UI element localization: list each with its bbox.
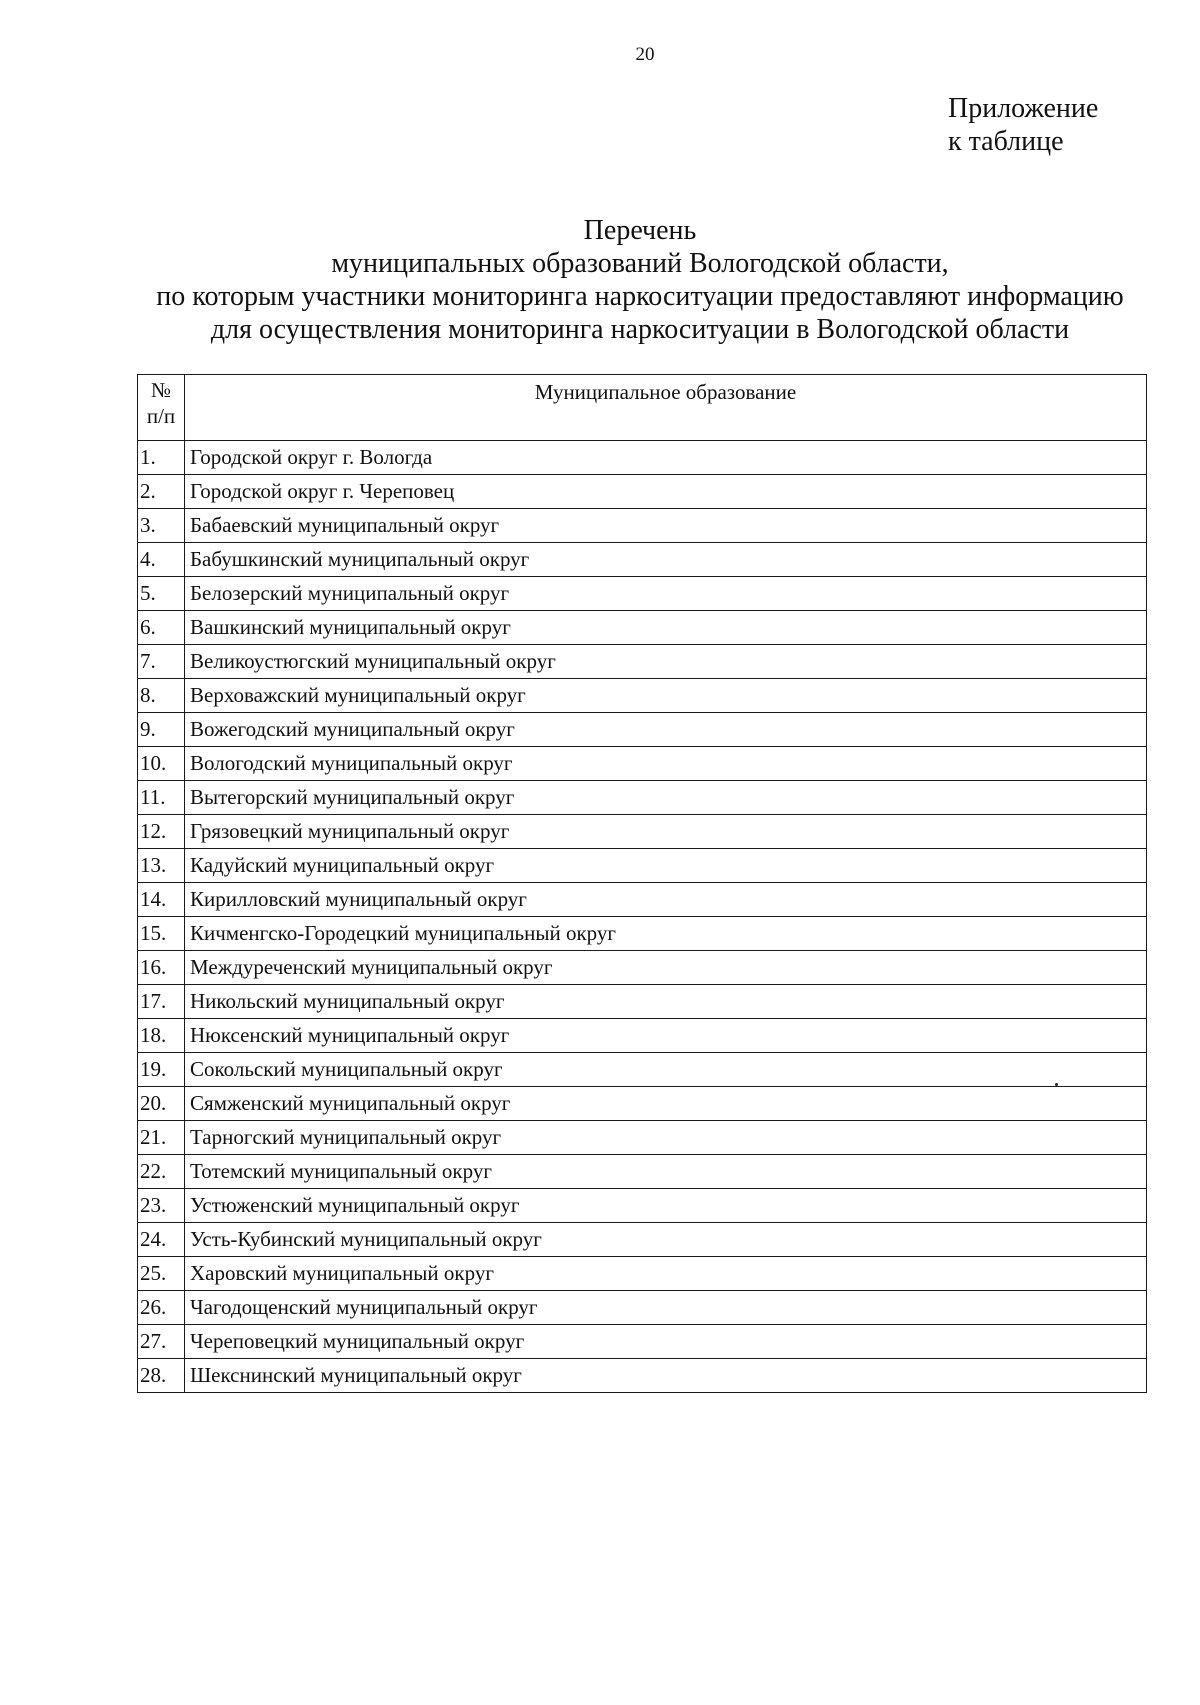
row-number: 26. [138, 1291, 185, 1325]
title-line-4: для осуществления мониторинга наркоситуации в Вологодской области [210, 314, 1070, 345]
appendix-label [948, 92, 1098, 158]
header-number [138, 375, 185, 441]
municipality-name: Грязовецкий муниципальный округ [185, 815, 1147, 849]
table-row [138, 543, 1147, 577]
row-number: 19. [138, 1053, 185, 1087]
header-number-symbol: № [150, 378, 172, 402]
municipality-name: Вожегодский муниципальный округ [185, 713, 1147, 747]
page-number: 20 [635, 44, 655, 65]
row-number: 5. [138, 577, 185, 611]
table-row [138, 1155, 1147, 1189]
table-row [138, 1291, 1147, 1325]
table-row [138, 849, 1147, 883]
row-number: 21. [138, 1121, 185, 1155]
row-number: 22. [138, 1155, 185, 1189]
row-number: 8. [138, 679, 185, 713]
table-row [138, 1019, 1147, 1053]
table-row [138, 679, 1147, 713]
row-number: 25. [138, 1257, 185, 1291]
table-row [138, 747, 1147, 781]
row-number: 3. [138, 509, 185, 543]
municipality-name: Междуреченский муниципальный округ [185, 951, 1147, 985]
row-number: 16. [138, 951, 185, 985]
table-row [138, 883, 1147, 917]
municipality-name: Усть-Кубинский муниципальный округ [185, 1223, 1147, 1257]
municipality-name: Вашкинский муниципальный округ [185, 611, 1147, 645]
table-row [138, 985, 1147, 1019]
title-line-1: Перечень [583, 215, 697, 246]
municipality-name: Кичменгско-Городецкий муниципальный округ [185, 917, 1147, 951]
row-number: 24. [138, 1223, 185, 1257]
row-number: 2. [138, 475, 185, 509]
municipality-name: Городской округ г. Вологда [185, 441, 1147, 475]
table-row [138, 1223, 1147, 1257]
table-row [138, 917, 1147, 951]
municipality-name: Великоустюгский муниципальный округ [185, 645, 1147, 679]
table-body [138, 441, 1147, 1393]
row-number: 6. [138, 611, 185, 645]
municipality-name: Тотемский муниципальный округ [185, 1155, 1147, 1189]
table-row [138, 951, 1147, 985]
municipality-name: Харовский муниципальный округ [185, 1257, 1147, 1291]
municipality-name: Череповецкий муниципальный округ [185, 1325, 1147, 1359]
row-number: 10. [138, 747, 185, 781]
row-number: 23. [138, 1189, 185, 1223]
table-row [138, 1359, 1147, 1393]
table-row [138, 1325, 1147, 1359]
row-number: 14. [138, 883, 185, 917]
municipalities-table [137, 374, 1147, 1393]
table-row [138, 1053, 1147, 1087]
appendix-line-1: Приложение [948, 93, 1099, 124]
row-number: 12. [138, 815, 185, 849]
row-number: 4. [138, 543, 185, 577]
table-row [138, 781, 1147, 815]
row-number: 9. [138, 713, 185, 747]
municipality-name: Сокольский муниципальный округ [185, 1053, 1147, 1087]
table-row [138, 577, 1147, 611]
table-row [138, 611, 1147, 645]
table-row [138, 1121, 1147, 1155]
row-number: 28. [138, 1359, 185, 1393]
table-row [138, 1087, 1147, 1121]
row-number: 1. [138, 441, 185, 475]
municipality-name: Вытегорский муниципальный округ [185, 781, 1147, 815]
municipality-name: Бабушкинский муниципальный округ [185, 543, 1147, 577]
table-row [138, 713, 1147, 747]
municipality-name: Тарногский муниципальный округ [185, 1121, 1147, 1155]
header-municipality: Муниципальное образование [185, 375, 1147, 441]
title-line-2: муниципальных образований Вологодской области, [331, 248, 949, 279]
table-row [138, 509, 1147, 543]
appendix-line-2: к таблице [948, 126, 1064, 157]
table-header-row [138, 375, 1147, 441]
municipality-name: Устюженский муниципальный округ [185, 1189, 1147, 1223]
row-number: 27. [138, 1325, 185, 1359]
scan-dot-mark [1055, 1083, 1058, 1086]
table-row [138, 1257, 1147, 1291]
document-title [100, 214, 1180, 346]
municipality-name: Белозерский муниципальный округ [185, 577, 1147, 611]
row-number: 18. [138, 1019, 185, 1053]
municipality-name: Кирилловский муниципальный округ [185, 883, 1147, 917]
table-row [138, 645, 1147, 679]
table-row [138, 1189, 1147, 1223]
municipality-name: Чагодощенский муниципальный округ [185, 1291, 1147, 1325]
header-number-abbr: п/п [146, 404, 176, 428]
table-row [138, 441, 1147, 475]
row-number: 17. [138, 985, 185, 1019]
table-row [138, 475, 1147, 509]
municipality-name: Верховажский муниципальный округ [185, 679, 1147, 713]
municipality-name: Никольский муниципальный округ [185, 985, 1147, 1019]
municipality-name: Кадуйский муниципальный округ [185, 849, 1147, 883]
municipality-name: Городской округ г. Череповец [185, 475, 1147, 509]
row-number: 15. [138, 917, 185, 951]
municipality-name: Нюксенский муниципальный округ [185, 1019, 1147, 1053]
row-number: 13. [138, 849, 185, 883]
municipality-name: Шекснинский муниципальный округ [185, 1359, 1147, 1393]
municipality-name: Вологодский муниципальный округ [185, 747, 1147, 781]
municipality-name: Сямженский муниципальный округ [185, 1087, 1147, 1121]
municipality-name: Бабаевский муниципальный округ [185, 509, 1147, 543]
table-row [138, 815, 1147, 849]
row-number: 7. [138, 645, 185, 679]
title-line-3: по которым участники мониторинга наркоситуации предоставляют информацию [156, 281, 1124, 312]
row-number: 11. [138, 781, 185, 815]
row-number: 20. [138, 1087, 185, 1121]
